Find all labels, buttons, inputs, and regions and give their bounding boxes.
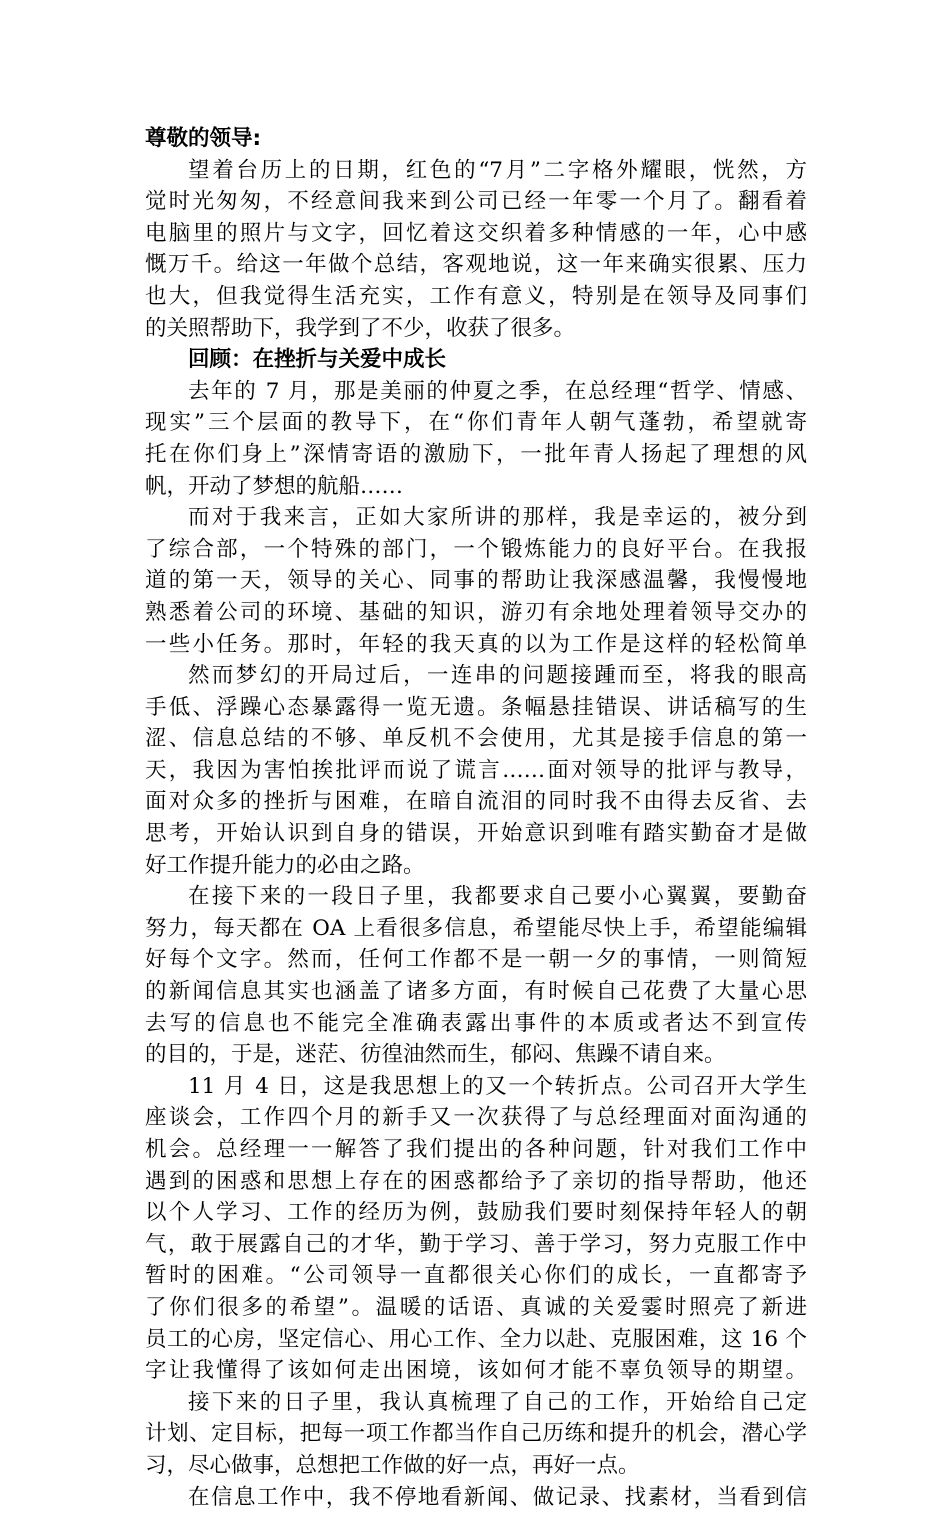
- text-line: 道的第一天，领导的关心、同事的帮助让我深感温馨，我慢慢地: [145, 568, 807, 594]
- text-line: 也大，但我觉得生活充实，工作有意义，特别是在领导及同事们: [145, 283, 807, 309]
- text-line: 涩、信息总结的不够、单反机不会使用，尤其是接手信息的第一: [145, 726, 807, 752]
- text-line: 气，敢于展露自己的才华，勤于学习、善于学习，努力克服工作中: [145, 1231, 807, 1257]
- text-line: 字让我懂得了该如何走出困境，该如何才能不辜负领导的期望。: [145, 1358, 807, 1384]
- text-line: 在接下来的一段日子里，我都要求自己要小心翼翼，要勤奋: [188, 884, 807, 910]
- text-line: 11 月 4 日，这是我思想上的又一个转折点。公司召开大学生: [188, 1073, 807, 1099]
- text-line: 的目的，于是，迷茫、彷徨油然而生，郁闷、焦躁不请自来。: [145, 1042, 726, 1068]
- text-line: 好工作提升能力的必由之路。: [145, 852, 425, 878]
- section-heading: 回顾：在挫折与关爱中成长: [188, 347, 447, 373]
- text-line: 的新闻信息其实也涵盖了诸多方面，有时候自己花费了大量心思: [145, 979, 807, 1005]
- text-line: 努力，每天都在 OA 上看很多信息，希望能尽快上手，希望能编辑: [145, 915, 807, 941]
- text-line: 好每个文字。然而，任何工作都不是一朝一夕的事情，一则简短: [145, 947, 807, 973]
- document-body: [145, 123, 807, 1513]
- text-line: 遇到的困惑和思想上存在的困惑都给予了亲切的指导帮助，他还: [145, 1168, 807, 1194]
- text-line: 一些小任务。那时，年轻的我天真的以为工作是这样的轻松简单: [145, 631, 807, 657]
- salutation: 尊敬的领导:: [145, 126, 262, 151]
- text-line: 了综合部，一个特殊的部门，一个锻炼能力的良好平台。在我报: [145, 536, 807, 562]
- text-line: 去写的信息也不能完全准确表露出事件的本质或者达不到宣传: [145, 1010, 807, 1036]
- text-line: 而对于我来言，正如大家所讲的那样，我是幸运的，被分到: [188, 505, 807, 531]
- text-line: 思考，开始认识到自身的错误，开始意识到唯有踏实勤奋才是做: [145, 821, 807, 847]
- text-line: 习，尽心做事，总想把工作做的好一点，再好一点。: [145, 1452, 640, 1478]
- text-line: 天，我因为害怕挨批评而说了谎言……面对领导的批评与教导，: [145, 757, 807, 783]
- text-line: 然而梦幻的开局过后，一连串的问题接踵而至，将我的眼高: [188, 663, 807, 689]
- text-line: 手低、浮躁心态暴露得一览无遗。条幅悬挂错误、讲话稿写的生: [145, 694, 807, 720]
- text-line: 帆，开动了梦想的航船……: [145, 473, 404, 499]
- text-line: 以个人学习、工作的经历为例，鼓励我们要时刻保持年轻人的朝: [145, 1200, 807, 1226]
- paragraph-lines: [145, 155, 807, 1513]
- text-line: 在信息工作中，我不停地看新闻、做记录、找素材，当看到信: [188, 1484, 807, 1510]
- text-line: 机会。总经理一一解答了我们提出的各种问题，针对我们工作中: [145, 1137, 807, 1162]
- text-line: 面对众多的挫折与困难，在暗自流泪的同时我不由得去反省、去: [145, 789, 807, 815]
- text-line: 接下来的日子里，我认真梳理了自己的工作，开始给自己定: [188, 1389, 807, 1415]
- text-line: 现实”三个层面的教导下，在“你们青年人朝气蓬勃，希望就寄: [145, 410, 807, 436]
- text-line: 计划、定目标，把每一项工作都当作自己历练和提升的机会，潜心学: [145, 1421, 807, 1447]
- text-line: 的关照帮助下，我学到了不少，收获了很多。: [145, 315, 576, 341]
- text-line: 员工的心房，坚定信心、用心工作、全力以赴、克服困难，这 16 个: [145, 1326, 807, 1352]
- text-line: 了你们很多的希望”。温暖的话语、真诚的关爱霎时照亮了新进: [145, 1294, 807, 1320]
- text-line: 去年的 7 月，那是美丽的仲夏之季，在总经理“哲学、情感、: [188, 378, 807, 404]
- text-line: 熟悉着公司的环境、基础的知识，游刃有余地处理着领导交办的: [145, 599, 807, 625]
- text-line: 望着台历上的日期，红色的“7月”二字格外耀眼，恍然，方: [188, 157, 807, 183]
- text-line: 慨万千。给这一年做个总结，客观地说，这一年来确实很累、压力: [145, 252, 807, 278]
- text-line: 托在你们身上”深情寄语的激励下，一批年青人扬起了理想的风: [145, 441, 807, 467]
- text-line: 暂时的困难。“公司领导一直都很关心你们的成长，一直都寄予: [145, 1263, 807, 1289]
- text-line: 觉时光匆匆，不经意间我来到公司已经一年零一个月了。翻看着: [145, 189, 807, 215]
- text-line: 电脑里的照片与文字，回忆着这交织着多种情感的一年，心中感: [145, 220, 807, 246]
- text-line: 座谈会，工作四个月的新手又一次获得了与总经理面对面沟通的: [145, 1105, 807, 1131]
